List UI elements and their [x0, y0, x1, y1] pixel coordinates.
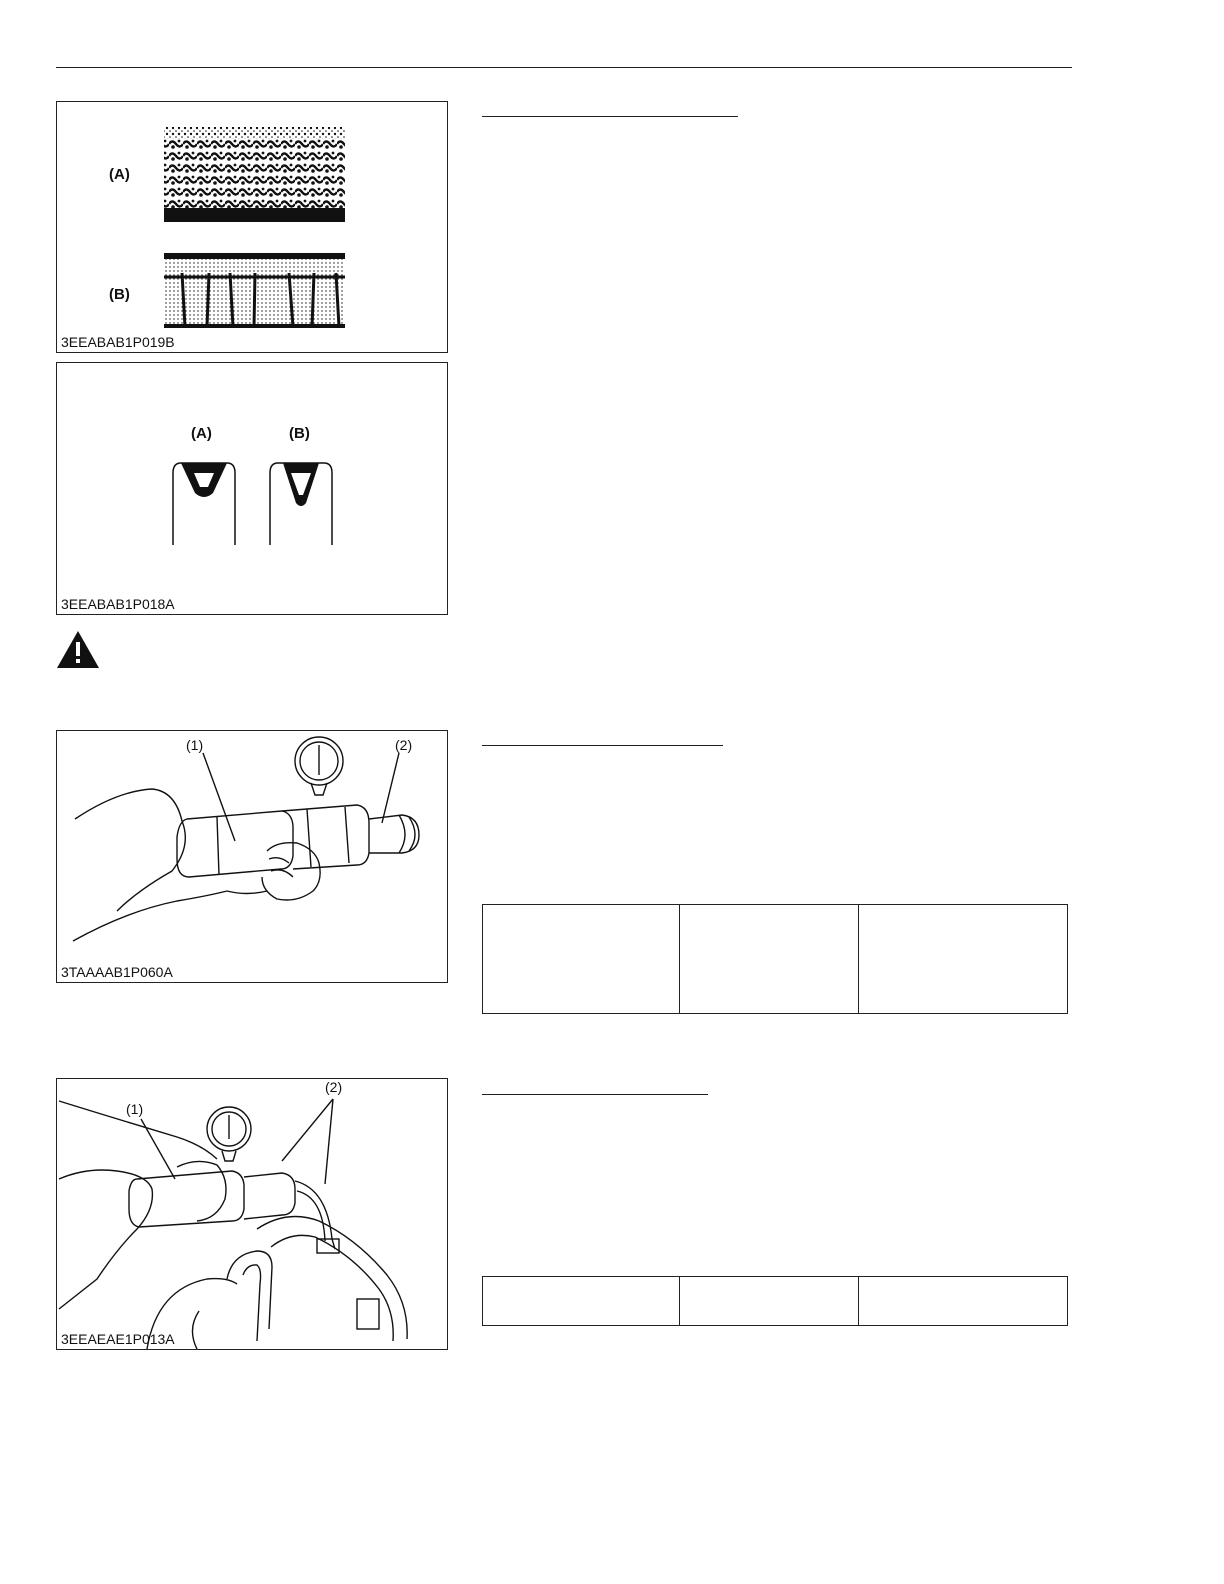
label-b: (B): [289, 425, 310, 442]
spec-cell: [859, 1277, 1068, 1326]
section-heading-underline: [482, 116, 738, 117]
label-b: (B): [109, 286, 130, 303]
warning-triangle-icon: [56, 630, 100, 670]
radiator-test-illustration: [57, 1079, 448, 1350]
spec-table-radiator: [482, 1276, 1068, 1326]
figure-code: 3TAAAAB1P060A: [61, 964, 173, 980]
cap-tester-illustration: [57, 731, 448, 983]
spec-cell: [680, 905, 859, 1014]
section-heading-underline: [482, 1094, 708, 1095]
spec-table-cap: [482, 904, 1068, 1014]
page-header-rule: [56, 67, 1072, 68]
figure-belt-groove: [56, 362, 448, 615]
spec-cell: [859, 905, 1068, 1014]
callout-1: (1): [186, 737, 204, 753]
figure-code: 3EEABAB1P018A: [61, 596, 175, 612]
spec-cell: [483, 1277, 680, 1326]
pulley-groove-illustration: [57, 363, 448, 615]
figure-code: 3EEABAB1P019B: [61, 334, 175, 350]
callout-2: (2): [395, 737, 413, 753]
label-a: (A): [109, 166, 130, 183]
callout-2: (2): [325, 1079, 343, 1095]
section-heading-underline: [482, 745, 723, 746]
figure-cap-tester: [56, 730, 448, 983]
spec-cell: [483, 905, 680, 1014]
belt-surface-illustration: [57, 102, 448, 353]
figure-code: 3EEAEAE1P013A: [61, 1331, 175, 1347]
spec-cell: [680, 1277, 859, 1326]
callout-1: (1): [126, 1101, 144, 1117]
figure-belt-surface: [56, 101, 448, 353]
figure-radiator-test: [56, 1078, 448, 1350]
label-a: (A): [191, 425, 212, 442]
